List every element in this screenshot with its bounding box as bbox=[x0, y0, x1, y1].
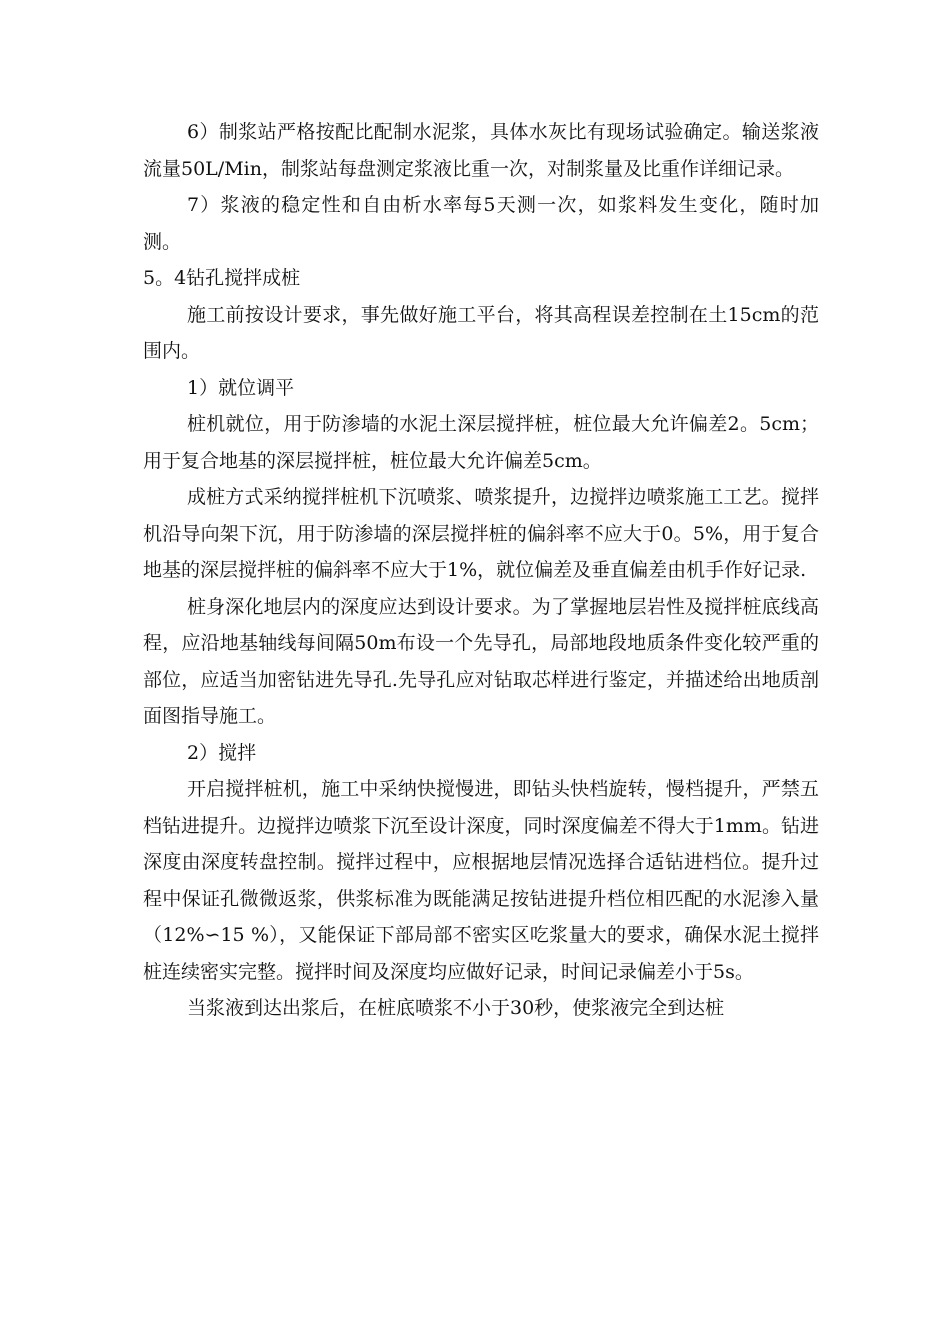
subsection-title-mixing: 2）搅拌 bbox=[187, 741, 257, 764]
intro-paragraph: 施工前按设计要求，事先做好施工平台，将其高程误差控制在土15cm的范围内。 bbox=[143, 303, 819, 362]
subsection-title-positioning: 1）就位调平 bbox=[187, 376, 295, 399]
paragraph-positioning-2: 成桩方式采纳搅拌桩机下沉喷浆、喷浆提升，边搅拌边喷浆施工工艺。搅拌机沿导向架下沉，用于防渗墙的深层搅拌桩的偏斜率不应大于0。5%，用于复合地基的深层搅拌桩的偏斜率不应大于1%，就位偏差及垂直偏差由机手作好记录. bbox=[143, 486, 819, 581]
section-heading: 5。4钻孔搅拌成桩 bbox=[143, 267, 301, 289]
document-body bbox=[143, 114, 819, 1027]
paragraph-positioning-1: 桩机就位，用于防渗墙的水泥土深层搅拌桩，桩位最大允许偏差2。5cm；用于复合地基的深层搅拌桩，桩位最大允许偏差5cm。 bbox=[143, 413, 819, 472]
paragraph-mixing-2: 当浆液到达出浆后，在桩底喷浆不小于30秒，使浆液完全到达桩 bbox=[187, 997, 725, 1019]
paragraph-mixing-1: 开启搅拌桩机，施工中采纳快搅慢进，即钻头快档旋转，慢档提升，严禁五档钻进提升。边搅拌边喷浆下沉至设计深度，同时深度偏差不得大于1mm。钻进深度由深度转盘控制。搅拌过程中，应根据地层情况选择合适钻进档位。提升过程中保证孔微微返浆，供浆标准为既能满足按钻进提升档位相匹配的水泥渗入量（12%∽15 %），又能保证下部局部不密实区吃浆量大的要求，确保水泥土搅拌桩连续密实完整。搅拌时间及深度均应做好记录，时间记录偏差小于5s。 bbox=[143, 778, 819, 983]
paragraph-item-7: 7）浆液的稳定性和自由析水率每5天测一次，如浆料发生变化，随时加测。 bbox=[143, 194, 819, 253]
paragraph-item-6: 6）制浆站严格按配比配制水泥浆，具体水灰比有现场试验确定。输送浆液流量50L/Min，制浆站每盘测定浆液比重一次，对制浆量及比重作详细记录。 bbox=[143, 121, 819, 180]
paragraph-positioning-3: 桩身深化地层内的深度应达到设计要求。为了掌握地层岩性及搅拌桩底线高程，应沿地基轴线每间隔50m布设一个先导孔，局部地段地质条件变化较严重的部位，应适当加密钻进先导孔.先导孔应对钻取芯样进行鉴定，并描述给出地质剖面图指导施工。 bbox=[143, 595, 819, 727]
